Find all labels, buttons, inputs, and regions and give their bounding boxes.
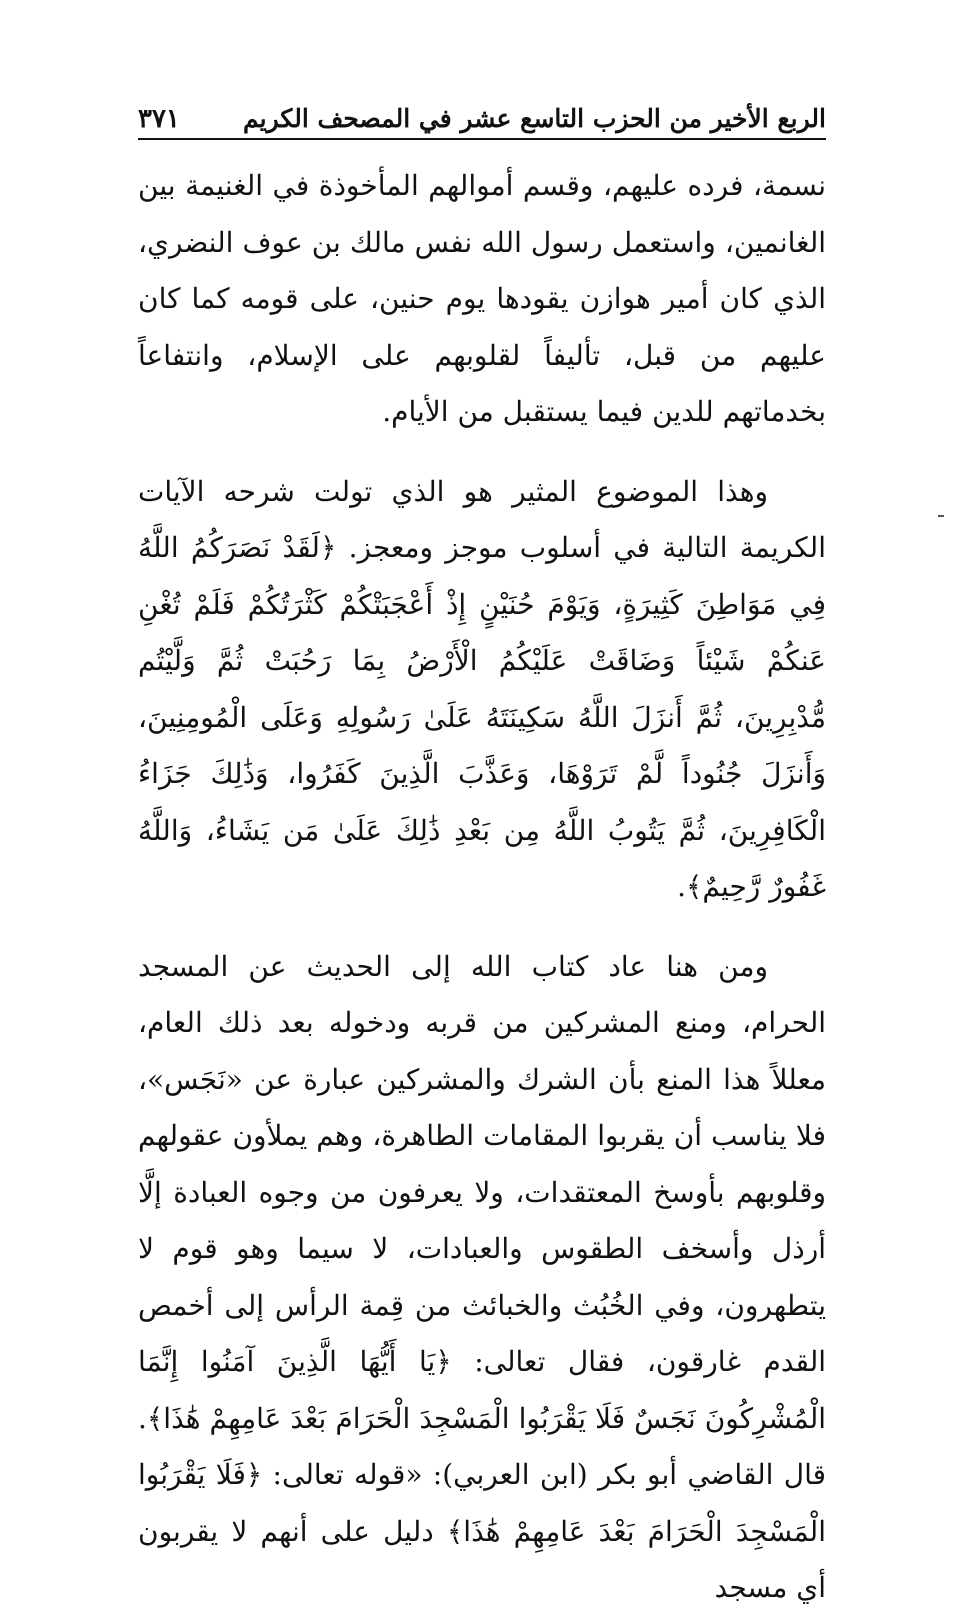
paragraph: وهذا الموضوع المثير هو الذي تولت شرحه الآيات الكريمة التالية في أسلوب موجز ومعجز. ﴿لَقَدْ نَصَرَكُمُ اللَّهُ فِي مَوَاطِنَ كَثِيرَةٍ، وَيَوْمَ حُنَيْنٍ إِذْ أَعْجَبَتْكُمْ كَثْرَتُكُمْ فَلَمْ تُغْنِ عَنكُمْ شَيْئاً وَضَاقَتْ عَلَيْكُمُ الْأَرْضُ بِمَا رَحُبَتْ ثُمَّ وَلَّيْتُم مُّدْبِرِينَ، ثُمَّ أَنزَلَ اللَّهُ سَكِينَتَهُ عَلَىٰ رَسُولِهِ وَعَلَى الْمُومِنِينَ، وَأَنزَلَ جُنُوداً لَّمْ تَرَوْهَا، وَعَذَّبَ الَّذِينَ كَفَرُوا، وَذَٰلِكَ جَزَاءُ الْكَافِرِينَ، ثُمَّ يَتُوبُ اللَّهُ مِن بَعْدِ ذَٰلِكَ عَلَىٰ مَن يَشَاءُ، وَاللَّهُ غَفُورٌ رَّحِيمٌ﴾.: [138, 474, 826, 903]
scan-edge-mark: [938, 515, 944, 517]
page-header: [138, 92, 826, 140]
body-text: [138, 158, 826, 1617]
paragraph: ومن هنا عاد كتاب الله إلى الحديث عن المسجد الحرام، ومنع المشركين من قربه ودخوله بعد ذلك العام، معللاً هذا المنع بأن الشرك والمشركين عبارة عن «نَجَس»، فلا يناسب أن يقربوا المقامات الطاهرة، وهم يملأون عقولهم وقلوبهم بأوسخ المعتقدات، ولا يعرفون من وجوه العبادة إلَّا أرذل وأسخف الطقوس والعبادات، لا سيما وهو قوم لا يتطهرون، وفي الخُبُث والخبائث من قِمة الرأس إلى أخمص القدم غارقون، فقال تعالى: ﴿يَا أَيُّهَا الَّذِينَ آمَنُوا إِنَّمَا الْمُشْرِكُونَ نَجَسٌ فَلَا يَقْرَبُوا الْمَسْجِدَ الْحَرَامَ بَعْدَ عَامِهِمْ هَٰذَا﴾. قال القاضي أبو بكر (ابن العربي): «قوله تعالى: ﴿فَلَا يَقْرَبُوا الْمَسْجِدَ الْحَرَامَ بَعْدَ عَامِهِمْ هَٰذَا﴾ دليل على أنهم لا يقربون أي مسجد: [138, 949, 826, 1604]
page-number: ٣٧١: [138, 104, 180, 134]
running-title: الربع الأخير من الحزب التاسع عشر في المصحف الكريم: [243, 104, 826, 133]
paragraph: نسمة، فرده عليهم، وقسم أموالهم المأخوذة في الغنيمة بين الغانمين، واستعمل رسول الله نفس مالك بن عوف النضري، الذي كان أمير هوازن يقودها يوم حنين، على قومه كما كان عليهم من قبل، تأليفاً لقلوبهم على الإسلام، وانتفاعاً بخدماتهم للدين فيما يستقبل من الأيام.: [138, 169, 826, 428]
